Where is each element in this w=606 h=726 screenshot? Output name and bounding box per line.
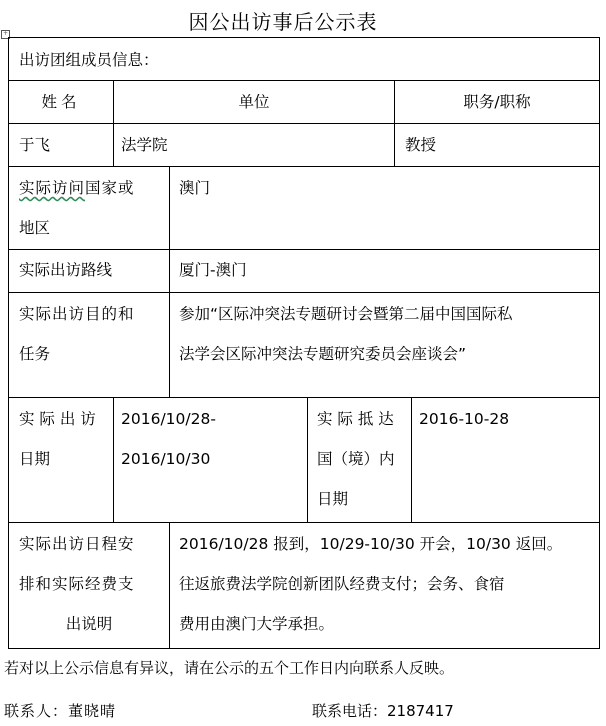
arrival-date-label-line3: 日期 bbox=[317, 490, 349, 508]
visit-date-label-line1: 实 际 出 访 bbox=[19, 410, 96, 428]
objection-notice: 若对以上公示信息有异议，请在公示的五个工作日内向联系人反映。 bbox=[4, 659, 455, 677]
schedule-value-line1: 2016/10/28 报到，10/29-10/30 开会，10/30 返回。 bbox=[179, 535, 563, 553]
row-divider bbox=[9, 397, 599, 398]
schedule-value-line2: 往返旅费法学院创新团队经费支付；会务、食宿 bbox=[179, 575, 505, 593]
row-divider bbox=[9, 80, 599, 81]
row-divider bbox=[9, 522, 599, 523]
row-divider bbox=[9, 123, 599, 124]
col-divider bbox=[411, 397, 412, 522]
col-divider bbox=[307, 397, 308, 522]
visit-date-line1: 2016/10/28- bbox=[121, 410, 216, 428]
column-header-position: 职务/职称 bbox=[463, 93, 531, 111]
purpose-label-line2: 任务 bbox=[19, 345, 51, 363]
country-label-part1: 实际访问 bbox=[19, 179, 86, 197]
col-divider bbox=[113, 397, 114, 522]
schedule-label-line2: 排和实际经费支 bbox=[19, 575, 135, 593]
member-position: 教授 bbox=[405, 136, 437, 154]
country-value: 澳门 bbox=[179, 179, 211, 197]
arrival-date-label-line2: 国（境）内 bbox=[317, 450, 395, 468]
page-title: 因公出访事后公示表 bbox=[188, 10, 378, 34]
notice-table bbox=[8, 37, 600, 649]
col-divider bbox=[169, 166, 170, 397]
route-label: 实际出访路线 bbox=[19, 261, 113, 279]
col-divider bbox=[169, 522, 170, 649]
country-label-part2: 国家或 bbox=[85, 179, 135, 197]
column-header-unit: 单位 bbox=[238, 93, 270, 111]
column-header-name: 姓名 bbox=[41, 93, 81, 111]
table-move-handle-icon[interactable]: + bbox=[2, 30, 9, 37]
row-divider bbox=[9, 166, 599, 167]
schedule-label-line3: 出说明 bbox=[65, 615, 113, 633]
schedule-label-line1: 实际出访日程安 bbox=[19, 535, 135, 553]
arrival-date-value: 2016-10-28 bbox=[419, 410, 510, 428]
member-info-label: 出访团组成员信息： bbox=[19, 51, 159, 69]
arrival-date-label-line1: 实 际 抵 达 bbox=[317, 410, 394, 428]
country-label bbox=[19, 168, 135, 208]
route-value: 厦门-澳门 bbox=[179, 261, 247, 279]
schedule-value-line3: 费用由澳门大学承担。 bbox=[179, 615, 335, 633]
contact-person: 联系人：董晓晴 bbox=[4, 702, 117, 720]
purpose-value-line2: 法学会区际冲突法专题研究委员会座谈会” bbox=[179, 345, 467, 363]
contact-phone: 联系电话：2187417 bbox=[312, 702, 454, 720]
purpose-value-line1: 参加“区际冲突法专题研讨会暨第二届中国国际私 bbox=[179, 305, 513, 323]
visit-date-label-line2: 日期 bbox=[19, 450, 51, 468]
purpose-label-line1: 实际出访目的和 bbox=[19, 305, 135, 323]
row-divider bbox=[9, 292, 599, 293]
visit-date-line2: 2016/10/30 bbox=[121, 450, 211, 468]
member-name: 于飞 bbox=[19, 136, 51, 154]
country-label-line2: 地区 bbox=[19, 219, 51, 237]
member-unit: 法学院 bbox=[121, 136, 168, 154]
